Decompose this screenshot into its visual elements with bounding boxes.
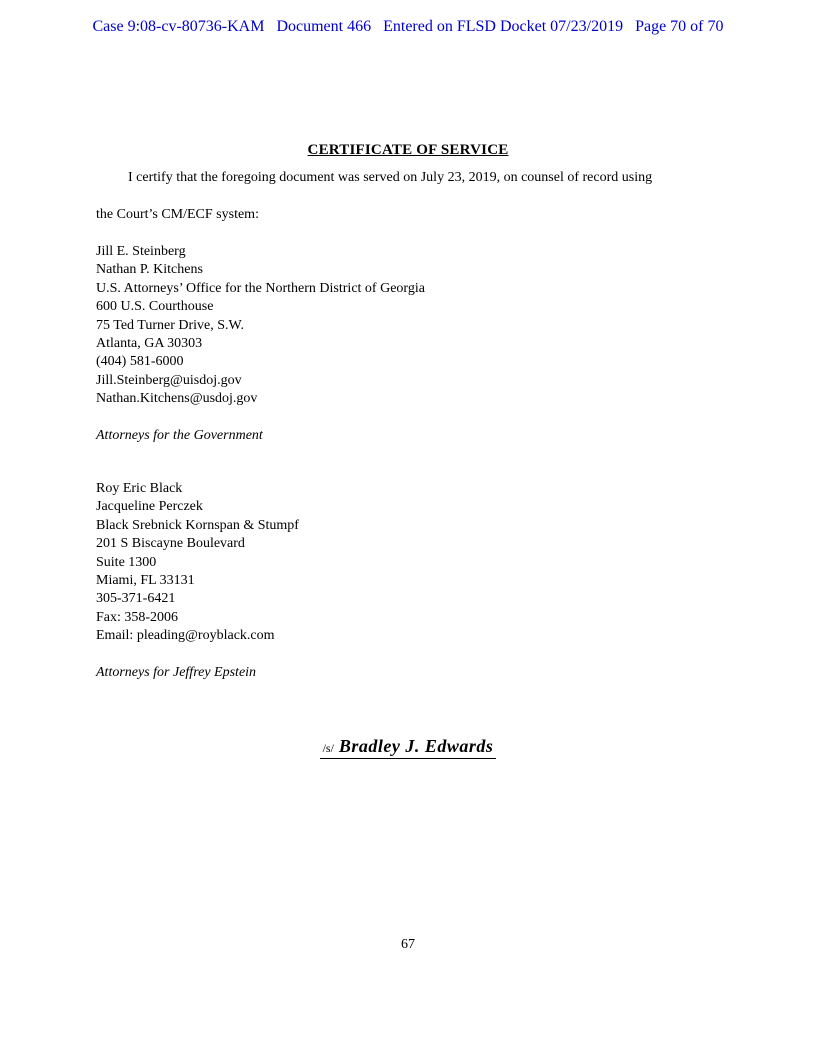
ecf-header-stamp: Case 9:08-cv-80736-KAM Document 466 Entered on FLSD Docket 07/23/2019 Page 70 of 70 [92,18,724,35]
address-line: Suite 1300 [96,554,157,570]
page-title: CERTIFICATE OF SERVICE [307,142,509,158]
address-line: (404) 581-6000 [96,354,184,370]
address-line: 305-371-6421 [96,591,176,607]
address-line: Black Srebnick Kornspan & Stumpf [96,517,299,533]
address-line: Fax: 358-2006 [96,609,179,625]
service-block-epstein [96,480,299,646]
address-line: Nathan.Kitchens@usdoj.gov [96,391,258,407]
address-line: Jill.Steinberg@uisdoj.gov [96,372,242,388]
address-line: Jill E. Steinberg [96,244,186,259]
role-government: Attorneys for the Government [96,428,263,443]
page-number: 67 [401,937,415,952]
signature-name: Bradley J. Edwards [338,736,494,756]
address-line: Nathan P. Kitchens [96,262,203,278]
address-line: 600 U.S. Courthouse [96,299,214,315]
intro-line-2: the Court’s CM/ECF system: [96,207,259,222]
address-line: 201 S Biscayne Boulevard [96,536,245,552]
signature-line [320,736,497,759]
signature-prefix: /s/ [322,741,334,755]
service-block-government [96,243,425,409]
address-line: Roy Eric Black [96,481,183,496]
address-line: Email: pleading@royblack.com [96,628,275,644]
role-epstein: Attorneys for Jeffrey Epstein [96,665,257,680]
address-line: Miami, FL 33131 [96,573,195,589]
address-line: Atlanta, GA 30303 [96,336,203,352]
intro-line-1: I certify that the foregoing document was served on July 23, 2019, on counsel of record using [128,170,653,185]
address-line: Jacqueline Perczek [96,499,203,515]
address-line: U.S. Attorneys’ Office for the Northern District of Georgia [96,280,425,296]
signature-row [0,736,816,759]
address-line: 75 Ted Turner Drive, S.W. [96,317,244,333]
